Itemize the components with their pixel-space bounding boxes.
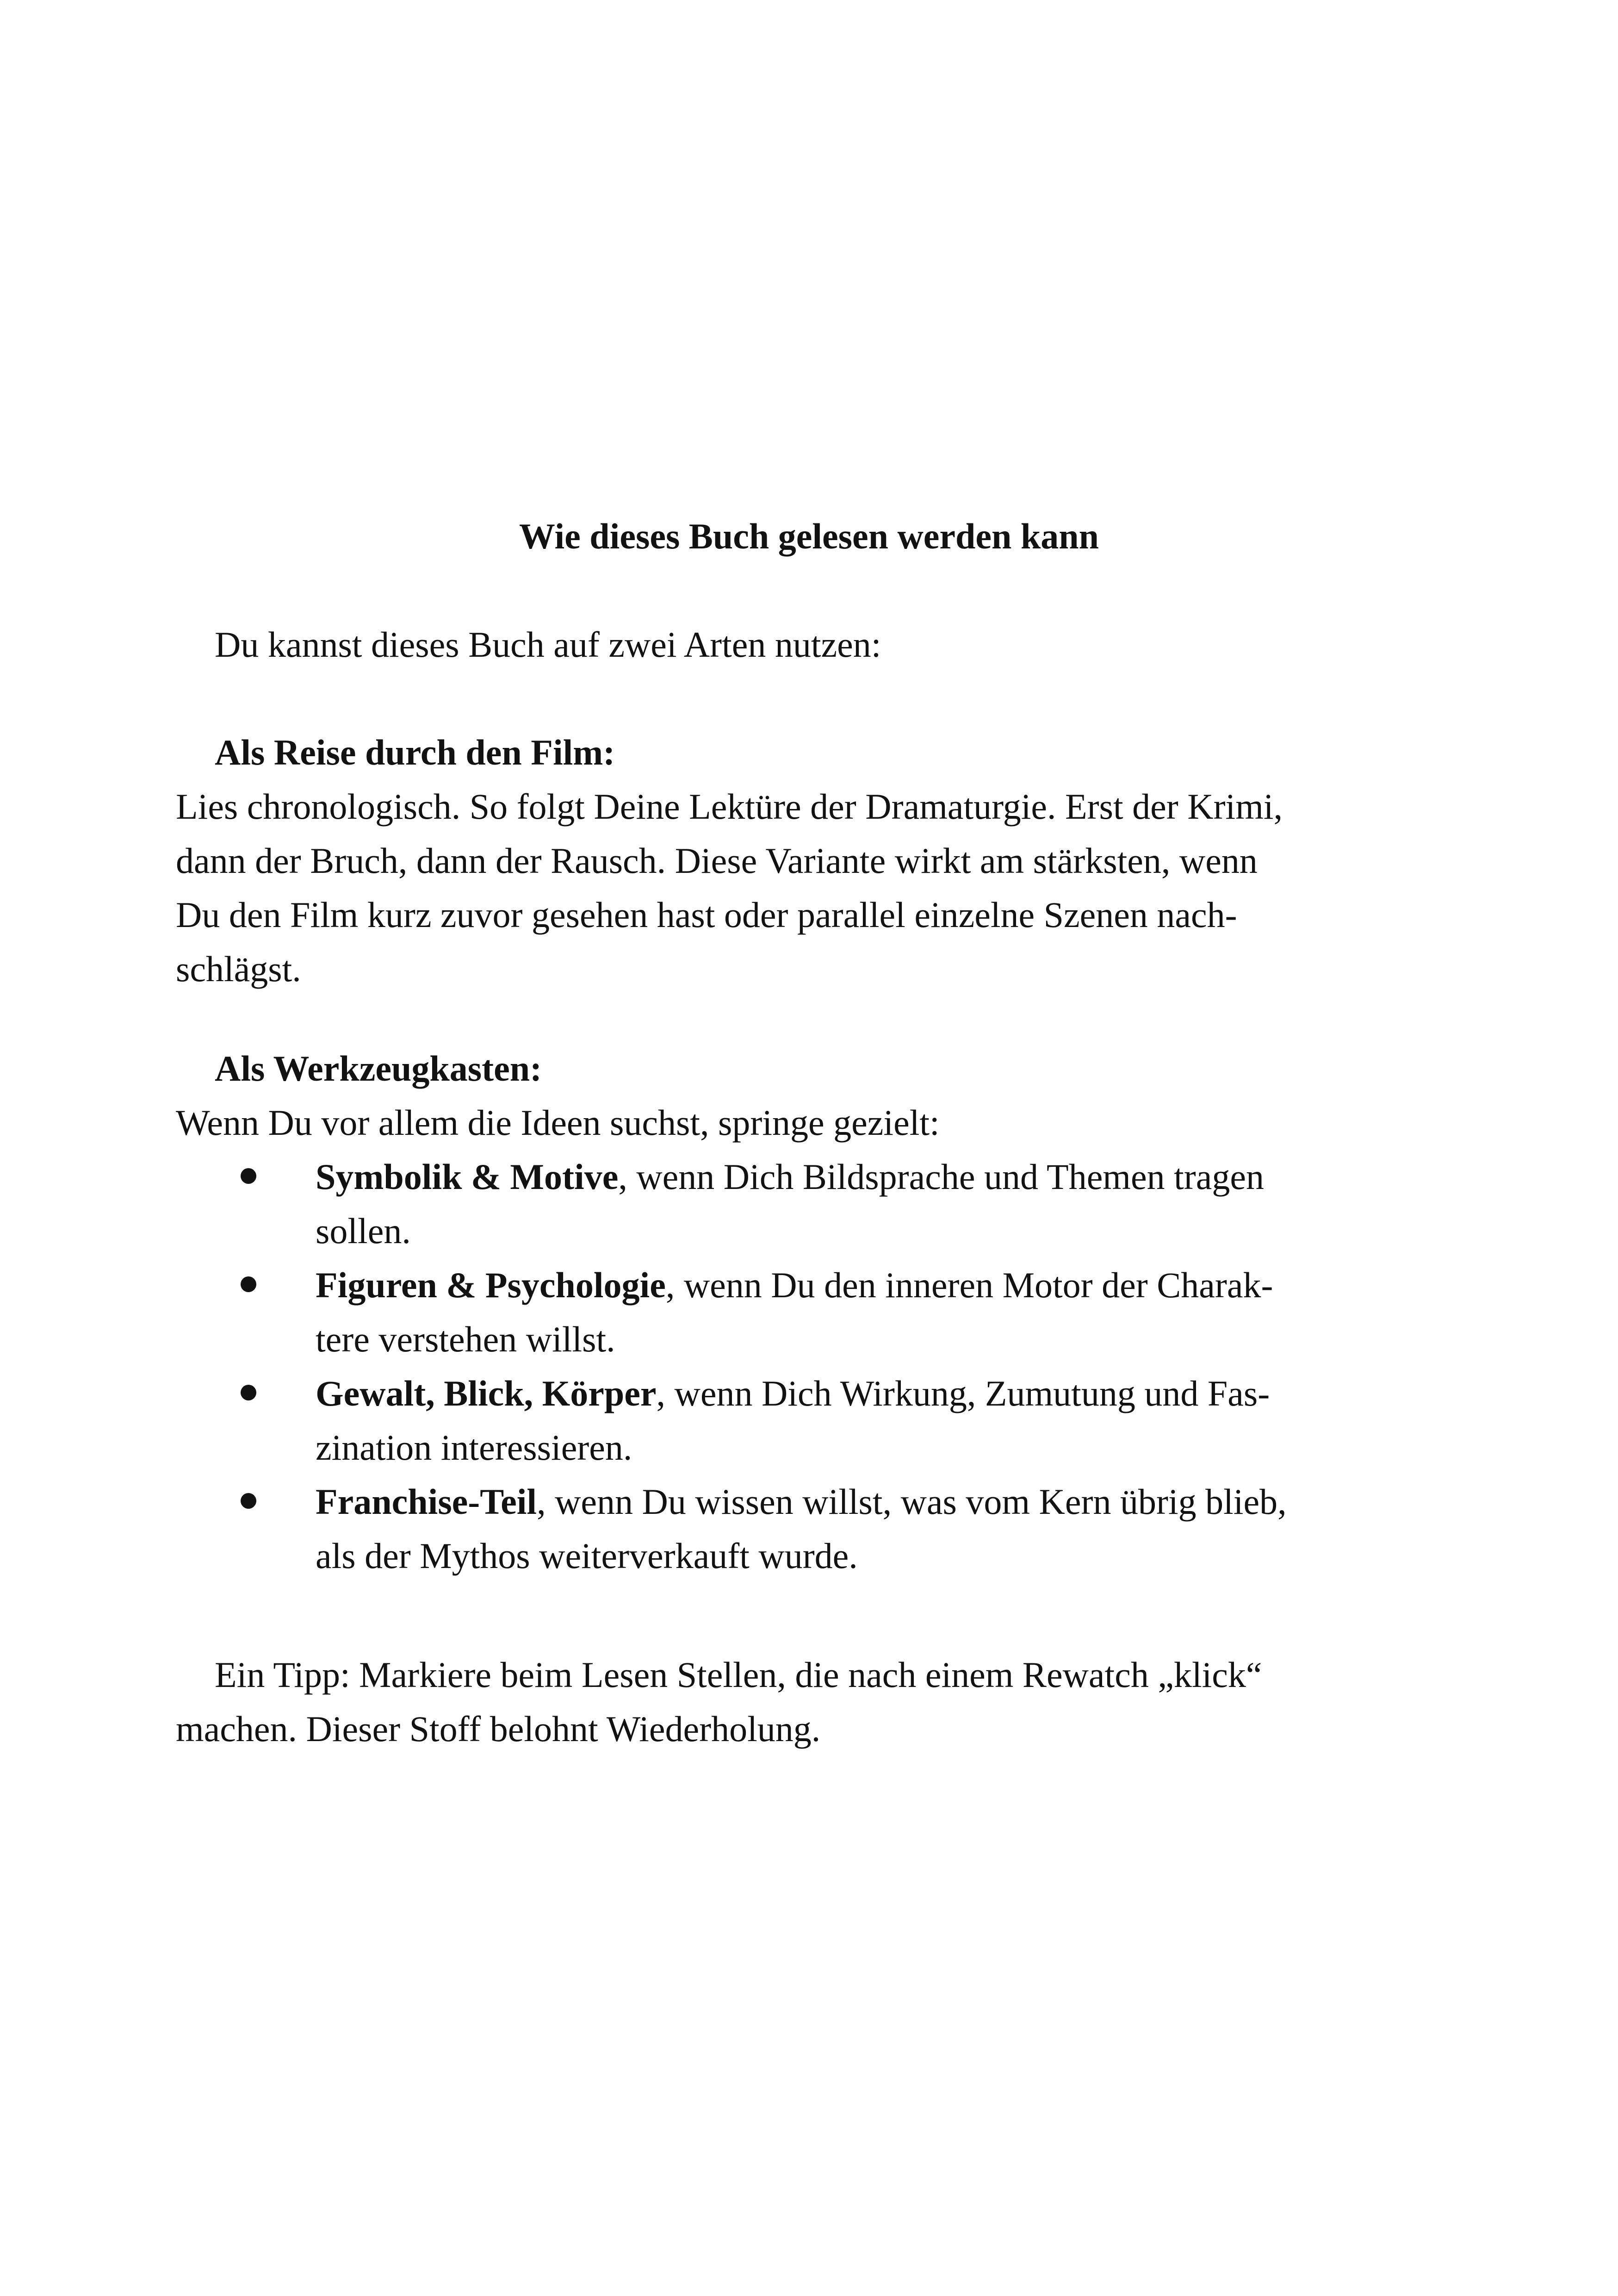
list-item-line: als der Mythos weiterverkauft wurde. xyxy=(316,1536,858,1576)
text-line: dann der Bruch, dann der Rausch. Diese Variante wirkt am stärksten, wenn xyxy=(176,840,1258,881)
list-item-keyword: Gewalt, Blick, Körper xyxy=(316,1373,657,1413)
text-line: schlägst. xyxy=(176,949,301,989)
text-line: Du den Film kurz zuvor gesehen hast oder parallel einzelne Szenen nach- xyxy=(176,895,1237,935)
list-item-text: , wenn Du den inneren Motor der Charak- xyxy=(665,1265,1273,1305)
bullet-list xyxy=(241,1150,1407,1583)
list-item-line xyxy=(316,1150,1407,1204)
list-item-line xyxy=(316,1475,1407,1529)
bullet-icon xyxy=(241,1493,256,1509)
list-item-line xyxy=(316,1258,1407,1312)
list-item-keyword: Franchise-Teil xyxy=(316,1481,537,1522)
list-item-line: sollen. xyxy=(316,1211,411,1251)
section-heading-reise: Als Reise durch den Film: xyxy=(215,732,615,772)
tip-paragraph xyxy=(176,1648,1388,1756)
bullet-icon xyxy=(241,1168,256,1184)
list-item-text: , wenn Du wissen willst, was vom Kern übrig blieb, xyxy=(537,1481,1287,1522)
bullet-icon xyxy=(241,1385,256,1400)
section-heading-werkzeugkasten: Als Werkzeugkasten: xyxy=(215,1048,542,1089)
list-item xyxy=(241,1475,1407,1583)
page-title: Wie dieses Buch gelesen werden kann xyxy=(519,516,1099,556)
tip-line: machen. Dieser Stoff belohnt Wiederholung. xyxy=(176,1709,821,1749)
list-item xyxy=(241,1366,1407,1475)
list-item-line xyxy=(316,1366,1407,1420)
section-body-reise xyxy=(176,779,1388,996)
list-item-keyword: Symbolik & Motive xyxy=(316,1157,619,1197)
intro-paragraph: Du kannst dieses Buch auf zwei Arten nutzen: xyxy=(215,624,881,665)
list-item-keyword: Figuren & Psychologie xyxy=(316,1265,666,1305)
list-item-line: zination interessieren. xyxy=(316,1427,632,1468)
text-line: Lies chronologisch. So folgt Deine Lektüre der Dramaturgie. Erst der Krimi, xyxy=(176,786,1283,827)
tip-line: Ein Tipp: Markiere beim Lesen Stellen, die nach einem Rewatch „klick“ xyxy=(215,1655,1262,1695)
list-item-text: , wenn Dich Wirkung, Zumutung und Fas- xyxy=(656,1373,1270,1413)
list-item-text: , wenn Dich Bildsprache und Themen tragen xyxy=(618,1157,1264,1197)
list-item xyxy=(241,1150,1407,1258)
bullet-icon xyxy=(241,1276,256,1292)
section-lead-werkzeugkasten: Wenn Du vor allem die Ideen suchst, springe gezielt: xyxy=(176,1102,940,1143)
list-item-line: tere verstehen willst. xyxy=(316,1319,615,1359)
list-item xyxy=(241,1258,1407,1366)
